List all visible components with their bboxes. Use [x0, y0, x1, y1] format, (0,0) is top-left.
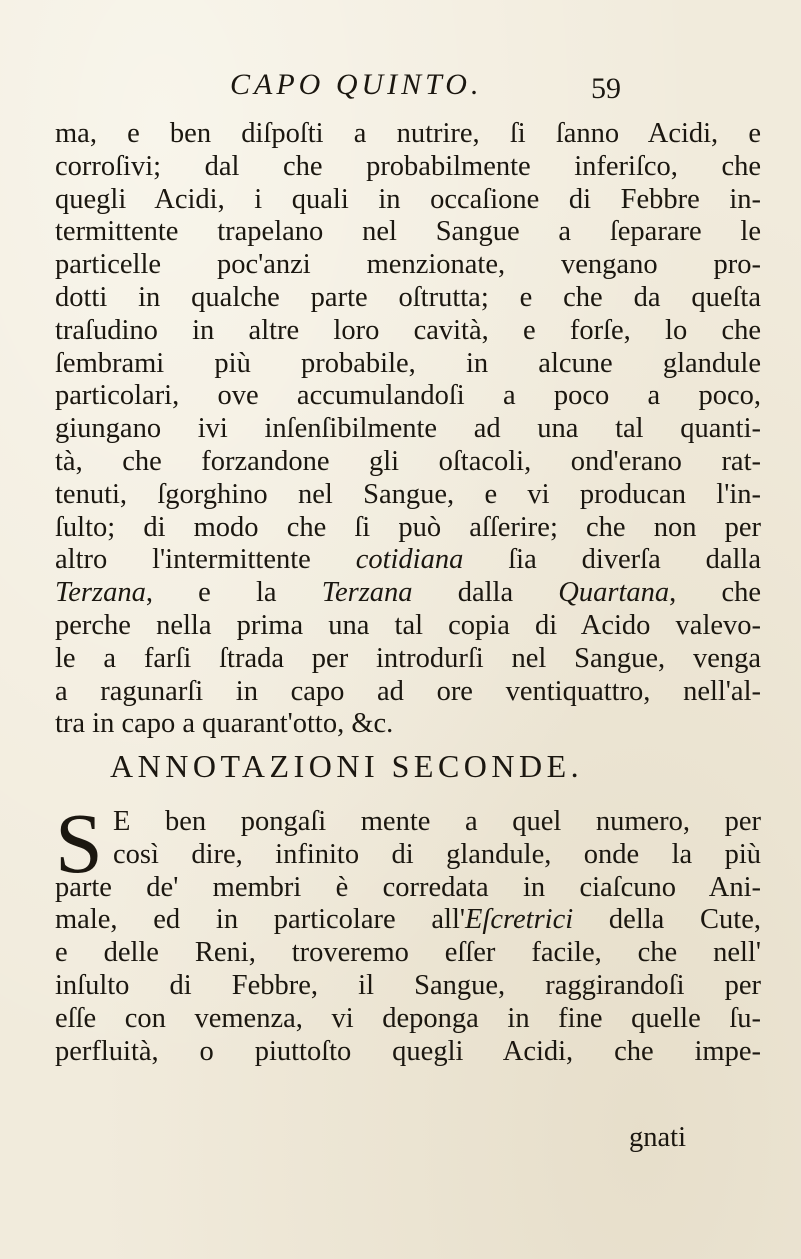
running-head: CAPO QUINTO. — [230, 68, 483, 101]
text-fragment: , e la — [145, 577, 322, 609]
italic-term-terzana: Terzana — [321, 577, 413, 609]
text-line: particolari, ove accumulandoſi a poco a poco, — [55, 380, 761, 412]
text-line: termittente trapelano nel Sangue a ſeparare le — [55, 216, 761, 248]
text-line: dotti in qualche parte oſtrutta; e che da queſta — [55, 281, 761, 313]
text-line — [55, 904, 761, 937]
text-line: E ben pongaſi mente a quel numero, per — [113, 806, 761, 837]
text-line: ſembrami più probabile, in alcune glandule — [55, 347, 761, 379]
page-number: 59 — [591, 72, 621, 105]
paragraph-continued — [55, 118, 761, 741]
text-fragment: dalla — [412, 577, 559, 609]
text-line: particelle poc'anzi menzionate, vengano pro- — [55, 249, 761, 281]
text-line: così dire, infinito di glandule, onde la più — [113, 838, 761, 870]
text-fragment: , che — [669, 577, 761, 609]
text-line: ma, e ben diſpoſti a nutrire, ſi ſanno Acidi, e — [55, 118, 761, 149]
text-line: perche nella prima una tal copia di Acido valevo- — [55, 609, 761, 641]
text-fragment: male, ed in particolare all' — [55, 904, 466, 936]
text-line: tenuti, ſgorghino nel Sangue, e vi producan l'in- — [55, 478, 761, 510]
text-fragment: altro l'intermittente — [55, 544, 356, 576]
section-heading: ANNOTAZIONI SECONDE. — [110, 748, 584, 784]
text-fragment: ſia diverſa dalla — [463, 544, 762, 576]
text-line: tà, che forzandone gli oſtacoli, ond'erano rat- — [55, 445, 761, 477]
text-line: giungano ivi inſenſibilmente ad una tal quanti- — [55, 413, 761, 445]
text-line — [55, 544, 761, 577]
text-line: inſulto di Febbre, il Sangue, raggirandoſi per — [55, 969, 761, 1001]
text-line: a ragunarſi in capo ad ore ventiquattro, nell'al- — [55, 675, 761, 707]
italic-term-cotidiana: cotidiana — [355, 544, 464, 576]
italic-term-quartana: Quartana — [558, 577, 670, 609]
text-line: tra in capo a quarant'otto, &c. — [55, 708, 394, 740]
section-paragraph — [55, 795, 761, 1068]
text-line: parte de' membri è corredata in ciaſcuno Ani- — [55, 871, 761, 903]
text-line: le a farſi ſtrada per introdurſi nel Sangue, venga — [55, 642, 761, 674]
text-fragment: della Cute, — [573, 904, 761, 936]
italic-term-terzana: Terzana — [55, 577, 146, 609]
text-line: eſſe con vemenza, vi deponga in fine quelle ſu- — [55, 1002, 761, 1034]
text-line: quegli Acidi, i quali in occaſione di Febbre in- — [55, 183, 761, 215]
text-line: traſudino in altre loro cavità, e forſe, lo che — [55, 314, 761, 346]
text-line: corroſivi; dal che probabilmente inferiſco, che — [55, 150, 761, 182]
text-line: perfluità, o piuttoſto quegli Acidi, che impe- — [55, 1035, 761, 1067]
text-line: ſulto; di modo che ſi può aſſerire; che non per — [55, 511, 761, 543]
text-line — [55, 577, 761, 610]
italic-term-escretrici: Eſcretrici — [465, 904, 574, 936]
drop-cap: S — [55, 795, 103, 891]
text-line: e delle Reni, troveremo eſſer facile, che nell' — [55, 937, 761, 969]
catchword: gnati — [629, 1122, 686, 1153]
